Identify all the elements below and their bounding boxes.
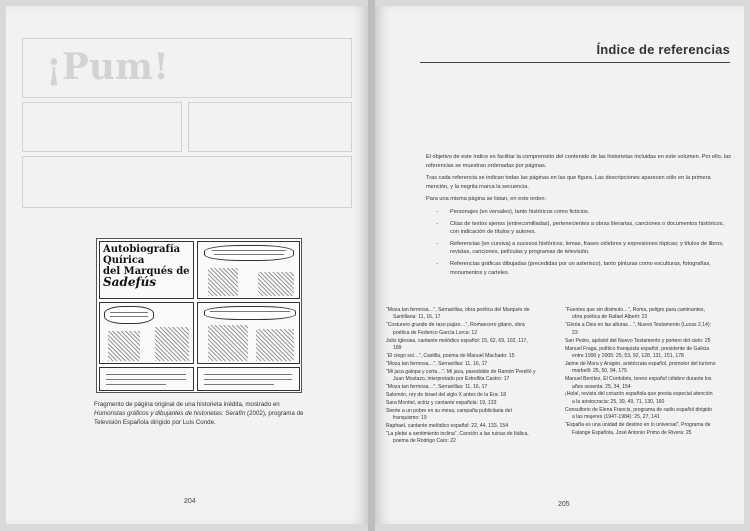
title-rule [420, 62, 730, 63]
reference-entry: Manuel Benítez, El Cordobés, torero español célebre durante los años sesenta: 25, 34, 154 [565, 376, 712, 390]
reference-entry: Manuel Fraga, político franquista español, presidente de Galicia entre 1990 y 2005: 25, 53, 92, 128, 131, 151, 178 [565, 345, 710, 359]
reference-entry: “Mi jaca galopa y corta…”, Mi jaca, pasodoble de Ramón Perelló y Juan Mostazo, interpretado por Estrellita Castro: 17 [386, 368, 536, 383]
references-column-1 [386, 307, 536, 446]
order-list [436, 208, 732, 277]
reference-entry: San Pedro, apóstol del Nuevo Testamento y portero del cielo: 25 [565, 337, 711, 344]
page-number-left: 204 [184, 498, 196, 505]
reference-entry: “Gloria a Dios en las alturas…”, Nuevo Testamento (Lucas 2,14): 23 [565, 322, 711, 336]
list-item: - Referencias (en cursiva) a sucesos históricos, lemas, frases célebres y expresiones tópicas; y títulos de libros, revistas, canciones, películas y programas de televisión. [436, 240, 732, 257]
reference-entry: “Moza tan fermosa…”, Serranillas: 11, 16, 17 [386, 384, 488, 391]
intro-paragraph-3: Para una misma página se listan, en este orden: [426, 196, 547, 203]
list-item: - Citas de textos ajenos (entrecomilladas), pertenecientes a obras literarias, canciones o documentos históricos, con indicación de títulos y autores. [436, 220, 732, 237]
reference-entry: “Moza tan fermosa…”, Serranillas: 11, 16, 17 [386, 360, 488, 367]
reference-entry: Sara Montiel, actriz y cantante española: 19, 133 [386, 399, 497, 406]
intro-paragraph-1: El objetivo de este índice es facilitar la comprensión del contenido de las historietas incluidas en este volumen. Por ello, las referencias se muestran ordenadas por páginas. [426, 154, 732, 169]
comic-fragment-image [96, 238, 302, 393]
caption-text-1: Fragmento de página original de una historieta inédita, mostrado en [94, 401, 280, 408]
reference-entry: “España es una unidad de destino en lo universal”, Programa de Falange Española, José Antonio Primo de Rivera: 25 [565, 422, 711, 436]
list-item: - Referencias gráficas dibujadas (precedidas por un asterisco), tanto pinturas como esculturas, fotografías, monumentos y carteles. [436, 260, 732, 277]
reference-entry: Raphael, cantante melódico español: 22, 44, 133, 154 [386, 423, 509, 430]
page-number-right: 205 [558, 501, 570, 508]
reference-entry: Salomón, rey de Israel del siglo X antes de la Era: 18 [386, 391, 507, 398]
comic-panel-2 [99, 302, 194, 364]
reference-entry: ¡Hola!, revista del corazón española que presta especial atención a la aristocracia: 25, 39, 49, 71, 130, 160 [565, 391, 713, 405]
right-page [375, 6, 744, 524]
bleed-through-comic [22, 38, 352, 208]
comic-panel-4 [99, 367, 194, 391]
caption-text-2: (2002), programa de Televisión Española dirigido por Luis Conde. [94, 410, 304, 426]
book-gutter [368, 0, 375, 531]
list-item: - Personajes (en versales), tanto históricos como ficticios. [436, 208, 732, 217]
references-column-2 [565, 307, 716, 437]
reference-entry: “Moza tan fermosa…”, Serranillas, obra poética del Marqués de Santillana: 11, 16, 17 [386, 307, 530, 321]
reference-entry: “La plebe a sentimiento inclina”, Canción a las ruinas de Itálica, poema de Rodrigo Caro: 22 [386, 431, 529, 445]
comic-panel-3 [197, 302, 300, 364]
reference-entry: “Costurero grande de raso pajizo…”, Romancero gitano, obra poética de Federico García Lorca: 12 [386, 322, 525, 336]
comic-panel-5 [197, 367, 300, 391]
reference-entry: Siente a un pobre en su mesa, campaña publicitaria del franquismo: 19 [386, 407, 512, 422]
intro-paragraph-2: Tras cada referencia se indican todas las páginas en las que figura. Las descripciones aparecen sólo en la primera mención, y la negrita marca la secuencia. [426, 175, 711, 190]
comic-panel-1 [197, 241, 300, 299]
comic-title-line1: Autobiografía Quírica [103, 244, 181, 266]
reference-entry: Jaime de Mora y Aragón, aristócrata español, promotor del turismo marbellí: 25, 50, 94, 175 [565, 360, 716, 375]
figure-caption [94, 400, 306, 427]
section-title: Índice de referencias [596, 42, 730, 57]
bleed-through-title: ¡Pum! [46, 46, 169, 88]
comic-title-line2: del Marqués de [103, 266, 190, 277]
left-page [6, 6, 368, 524]
comic-title-panel [99, 241, 194, 299]
reference-entry: Julio Iglesias, cantante melódico español: 15, 62, 69, 102, 117, 189 [386, 337, 528, 352]
reference-entry: “El ciego sol…”, Castilla, poema de Manuel Machado: 15 [386, 352, 515, 359]
comic-title-line3: Sadefús [103, 275, 157, 289]
caption-italic: Humoristas gráficos y dibujantes de historietas: Serafín [94, 410, 246, 417]
intro-text [426, 153, 732, 280]
reference-entry: “Fuentes que sin disimulo…”, Roma, peligro para caminantes, obra poética de Rafael Alberti: 22 [565, 307, 705, 321]
reference-entry: Consultorio de Elena Francis, programa de radio español dirigido a las mujeres (1947-1984): 25, 27, 141 [565, 406, 712, 421]
